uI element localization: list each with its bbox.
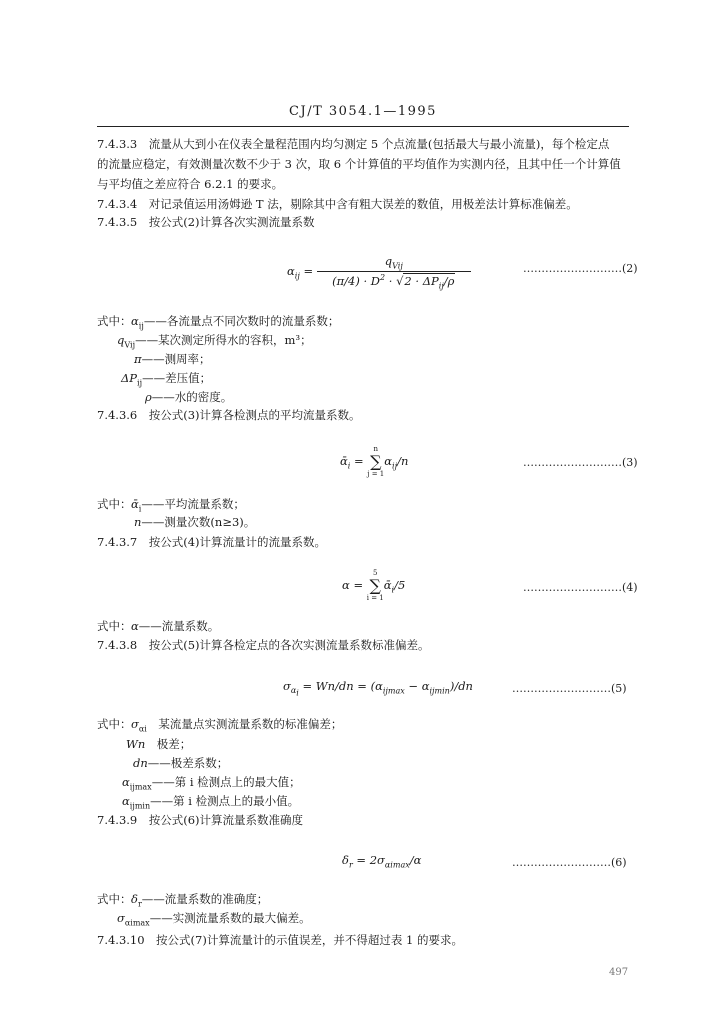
- where5-item-3: dn——极差系数；: [133, 756, 229, 770]
- where6-item-2: $\sigma_{\alpha imax}——$实测流量系数的最大偏差。: [117, 911, 311, 928]
- where4-item-1: α——流量系数。: [131, 619, 220, 633]
- formula-5: $\sigma_{\alpha_i} = Wn/dn = (\alpha_{ijmax} - \alpha_{ijmin})/dn$: [283, 679, 473, 698]
- para-7433-line2: 的流量应稳定，有效测量次数不少于 3 次，取 6 个计算值的平均值作为实测内径，且其中任一个计算值: [97, 157, 621, 171]
- para-7435: 7.4.3.5 按公式(2)计算各次实测流量系数: [97, 215, 315, 229]
- where2-intro: 式中：: [97, 314, 132, 328]
- header-rule: [97, 126, 629, 127]
- para-7437: 7.4.3.7 按公式(4)计算流量计的流量系数。: [97, 535, 327, 549]
- where6-item-1: $\delta_r——$流量系数的准确度；: [131, 892, 269, 909]
- formula-2-tag: ………………………(2): [523, 262, 638, 275]
- formula-3: ᾱ$_i$ = n ∑ j = 1 $\alpha_{ij}/n$: [340, 445, 409, 478]
- para-7434: 7.4.3.4 对记录值运用汤姆逊 T 法，剔除其中含有粗大误差的数值，用极差法计算标准偏差。: [97, 197, 578, 211]
- formula-4-tag: ………………………(4): [523, 581, 638, 594]
- formula-4: α = 5 ∑ i = 1 ᾱ$_i$/5: [342, 569, 406, 602]
- where2-item-1: $\alpha_{ij}——$各流量点不同次数时的流量系数；: [131, 314, 340, 331]
- where5-item-2: Wn 极差；: [126, 737, 192, 751]
- para-74310: 7.4.3.10 按公式(7)计算流量计的示值误差，并不得超过表 1 的要求。: [97, 933, 463, 947]
- formula-6-tag: ………………………(6): [512, 856, 627, 869]
- para-7438: 7.4.3.8 按公式(5)计算各检定点的各次实测流量系数标准偏差。: [97, 638, 430, 652]
- where6-intro: 式中：: [97, 892, 132, 906]
- where5-intro: 式中：: [97, 717, 132, 731]
- standard-code-header: CJ/T 3054.1—1995: [289, 104, 437, 119]
- formula-2: $\alpha_{ij}$ = $\frac{q_{Vij}}{(\pi/4) \cdot D^2 \cdot √2 \cdot \Delta P_{ij}/\rho}$: [287, 254, 471, 290]
- formula-6: $\delta_r = 2\sigma_{\alpha imax}/\alpha$: [342, 853, 422, 870]
- where5-item-4: $\alpha_{ijmax}——$第 i 检测点上的最大值；: [122, 775, 301, 792]
- where3-item-2: n——测量次数(n≥3)。: [134, 515, 256, 529]
- where2-item-2: $q_{Vij}——$某次测定所得水的容积，m³；: [117, 333, 312, 350]
- formula-3-tag: ………………………(3): [523, 456, 638, 469]
- where2-item-4: $\Delta P_{ij}——$差压值；: [121, 371, 212, 388]
- where3-intro: 式中：: [97, 497, 132, 511]
- para-7436: 7.4.3.6 按公式(3)计算各检测点的平均流量系数。: [97, 408, 361, 422]
- para-7433-line1: 7.4.3.3 流量从大到小在仪表全量程范围内均匀测定 5 个点流量(包括最大与最小流量)，每个检定点: [97, 137, 610, 151]
- para-7439: 7.4.3.9 按公式(6)计算流量系数准确度: [97, 813, 304, 827]
- para-7433-line3: 与平均值之差应符合 6.2.1 的要求。: [97, 177, 284, 191]
- where3-item-1: ᾱ$_i$——平均流量系数；: [131, 497, 245, 514]
- where2-item-5: ρ——水的密度。: [145, 390, 233, 404]
- page-number: 497: [609, 967, 629, 978]
- where5-item-1: $\sigma_{\alpha i}$ 某流量点实测流量系数的标准偏差；: [131, 717, 343, 734]
- where5-item-5: $\alpha_{ijmin}——$第 i 检测点上的最小值。: [122, 794, 300, 811]
- where2-item-3: π——测周率；: [134, 352, 211, 366]
- formula-5-tag: ………………………(5): [512, 682, 627, 695]
- where4-intro: 式中：: [97, 619, 132, 633]
